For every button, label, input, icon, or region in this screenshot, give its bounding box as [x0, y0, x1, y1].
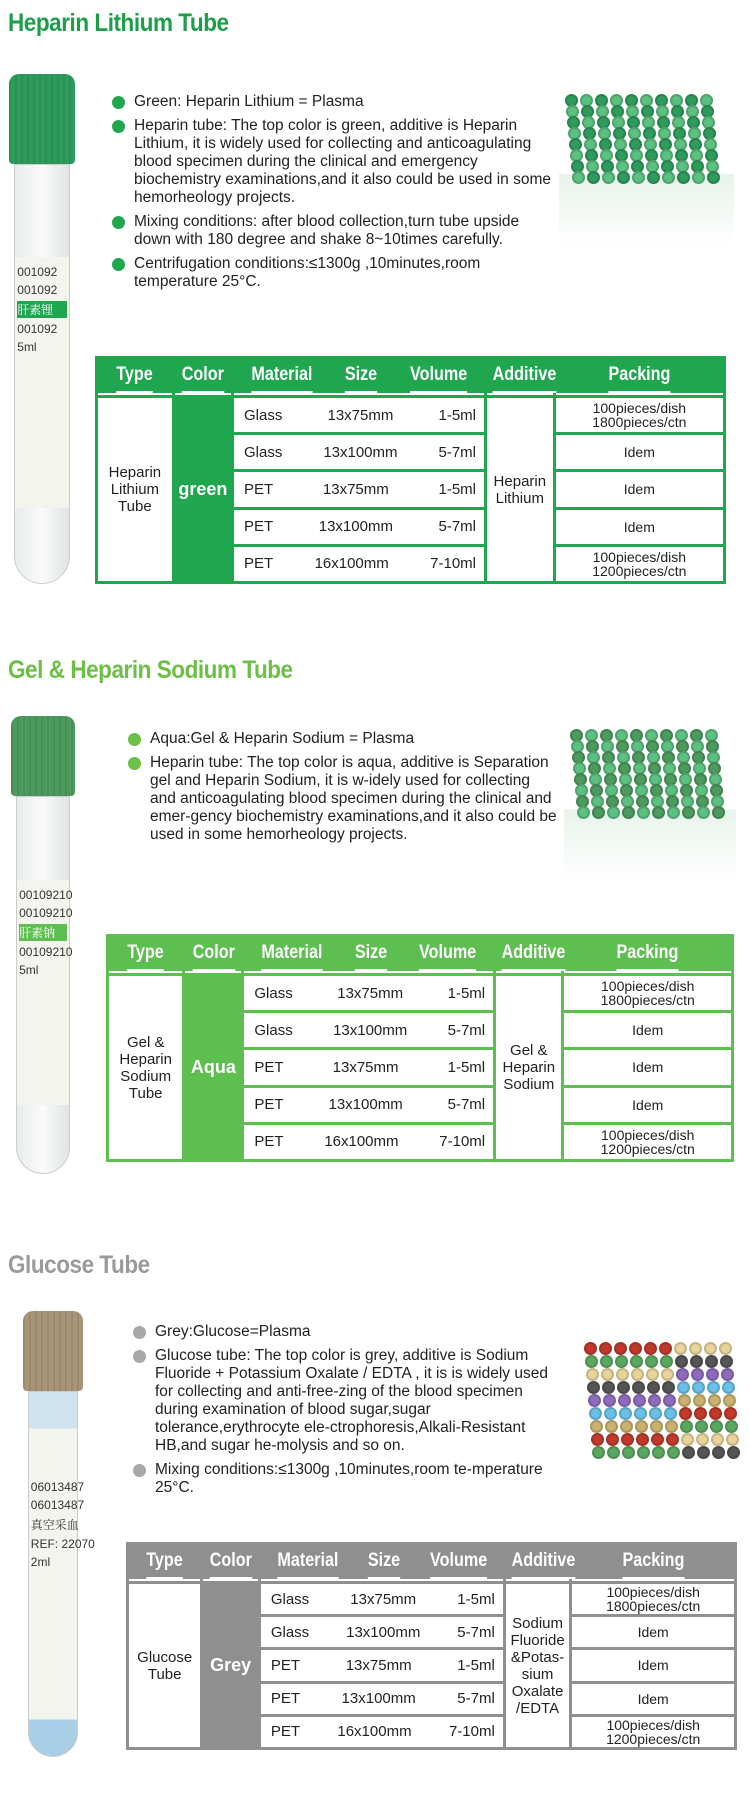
- material-value: Glass: [244, 443, 283, 461]
- bullet-item: [133, 1323, 563, 1341]
- packing-text: 100pieces/dish: [592, 548, 687, 565]
- size-value: 16x100mm: [314, 555, 389, 573]
- table-row: [244, 1013, 493, 1047]
- header-volume: Volume: [419, 937, 476, 971]
- tube-label-text: 001092: [17, 321, 58, 336]
- material-value: Glass: [244, 406, 283, 424]
- packing-text: Idem: [623, 444, 655, 461]
- size-value: 13x75mm: [322, 480, 389, 498]
- table-header: [234, 359, 484, 395]
- material-value: Glass: [270, 1590, 310, 1608]
- bullet-text: Grey:Glucose=Plasma: [155, 1323, 311, 1340]
- material-value: PET: [244, 480, 274, 498]
- material-value: PET: [244, 518, 274, 536]
- tube-label-text: 00109210: [19, 905, 73, 920]
- table-header: [572, 1545, 734, 1581]
- tube-body: [14, 164, 69, 584]
- size-value: 16x100mm: [337, 1723, 412, 1741]
- tube-illustration: [23, 1311, 95, 1757]
- packing-cell: [572, 1684, 734, 1714]
- packing-cell: [572, 1617, 734, 1647]
- header-packing: Packing: [617, 937, 679, 971]
- packing-cell: [556, 472, 723, 506]
- packing-text: 100pieces/dish: [606, 1716, 700, 1733]
- table-row: [244, 1125, 493, 1159]
- tube-label-text: 06013487: [30, 1480, 85, 1495]
- table-row: [234, 398, 484, 432]
- table-header: [506, 1545, 576, 1581]
- volume-value: 1-5ml: [447, 984, 486, 1002]
- packing-text: 1800pieces/ctn: [600, 992, 695, 1009]
- header-material: Material: [252, 359, 313, 393]
- table-header: [109, 937, 182, 973]
- bullet-list: [128, 730, 558, 850]
- material-value: Glass: [270, 1623, 310, 1641]
- table-header: [487, 359, 557, 395]
- bullet-text: Aqua:Gel & Heparin Sodium = Plasma: [150, 730, 415, 747]
- spec-table: [106, 934, 734, 1162]
- tube-label-text: 2ml: [30, 1555, 51, 1570]
- packing-text: Idem: [623, 481, 655, 498]
- size-value: 13x100mm: [333, 1021, 408, 1039]
- header-material: Material: [277, 1545, 338, 1579]
- volume-value: 5-7ml: [447, 1021, 486, 1039]
- bullet-text: Heparin tube: The top color is aqua, additive is Separation gel and Heparin Sodium, it is w-idely used for collecting and anticoagulating blood specimen during the clinical and emer-gency biochemistry examinations,and it also could be used in some hemorheology projects.: [150, 754, 557, 843]
- bullet-item: [128, 730, 558, 748]
- bullet-dot-icon: [112, 216, 125, 229]
- table-row: [234, 435, 484, 469]
- bullet-text: Mixing conditions: after blood collection,turn tube upside down with 180 degree and shake 8~10times carefully.: [134, 213, 520, 248]
- tube-label-text: 5ml: [19, 962, 39, 977]
- tube-illustration: [9, 74, 75, 584]
- table-row: [234, 472, 484, 506]
- bullet-dot-icon: [133, 1464, 146, 1477]
- volume-value: 5-7ml: [447, 1096, 486, 1114]
- packing-cell: [564, 1125, 731, 1159]
- tube-label-text: 001092: [17, 264, 58, 279]
- header-size: Size: [355, 937, 387, 971]
- bullet-list: [112, 93, 552, 297]
- size-value: 13x100mm: [346, 1623, 421, 1641]
- volume-value: 1-5ml: [438, 406, 476, 424]
- color-cell: green: [175, 398, 231, 581]
- header-volume: Volume: [410, 359, 467, 393]
- additive-cell: Gel & Heparin Sodium: [496, 976, 561, 1159]
- volume-value: 1-5ml: [457, 1656, 495, 1674]
- bullet-dot-icon: [133, 1350, 146, 1363]
- packing-text: 100pieces/dish: [592, 400, 687, 417]
- bullet-text: Glucose tube: The top color is grey, additive is Sodium Fluoride + Potassium Oxalate / EDTA , it is is widely used for collecting and anti-free-zing of the blood specimen during examination of blood sugar,sugar tolerance,erythrocyte ele-ctrophoresis,Alkali-Resistant HB,and sugar he-molysis and so on.: [155, 1347, 548, 1454]
- packing-text: Idem: [632, 1096, 664, 1113]
- header-packing: Packing: [622, 1545, 684, 1579]
- volume-value: 5-7ml: [457, 1623, 495, 1641]
- table-header: [564, 937, 731, 973]
- packing-text: 1200pieces/ctn: [600, 1140, 695, 1157]
- additive-cell: Heparin Lithium: [487, 398, 553, 581]
- bullet-dot-icon: [128, 757, 141, 770]
- volume-value: 7-10ml: [430, 555, 476, 573]
- table-row: [244, 976, 493, 1010]
- material-value: PET: [270, 1690, 300, 1708]
- table-header: [203, 1545, 257, 1581]
- section-title: Gel & Heparin Sodium Tube: [8, 656, 293, 684]
- spec-table: [95, 356, 726, 584]
- packing-cell: [556, 398, 723, 432]
- type-cell: Gel & Heparin Sodium Tube: [109, 976, 182, 1159]
- material-value: Glass: [254, 984, 293, 1002]
- packing-cell: [556, 510, 723, 544]
- header-type: Type: [117, 359, 153, 393]
- packing-text: 100pieces/dish: [601, 1126, 695, 1143]
- packing-text: 1200pieces/ctn: [592, 562, 687, 579]
- bullet-list: [133, 1323, 563, 1503]
- tube-label-text: 00109210: [19, 944, 73, 959]
- bullet-dot-icon: [112, 96, 125, 109]
- additive-cell: Sodium Fluoride &Potas-sium Oxalate /EDTA: [506, 1584, 570, 1747]
- header-additive: Additive: [511, 1545, 575, 1579]
- tube-illustration: [11, 716, 75, 1174]
- bullet-item: [112, 117, 552, 207]
- type-cell: Glucose Tube: [129, 1584, 200, 1747]
- header-packing: Packing: [608, 359, 670, 393]
- packing-text: Idem: [637, 1624, 669, 1641]
- tube-label: [29, 1472, 95, 1690]
- material-value: PET: [254, 1058, 284, 1076]
- packing-cell: [564, 1013, 731, 1047]
- volume-value: 5-7ml: [438, 443, 476, 461]
- tube-cap: [11, 716, 75, 796]
- table-row: [261, 1684, 503, 1714]
- bullet-item: [112, 255, 552, 291]
- section-title: Glucose Tube: [8, 1251, 150, 1279]
- table-row: [261, 1584, 503, 1614]
- tube-label-text: 06013487: [30, 1498, 85, 1513]
- size-value: 13x75mm: [332, 1058, 399, 1076]
- packing-text: 1800pieces/ctn: [606, 1598, 701, 1615]
- material-value: Glass: [254, 1021, 293, 1039]
- tube-label-text: 真空采血: [30, 1518, 79, 1533]
- table-header: [244, 937, 493, 973]
- packing-cell: [556, 435, 723, 469]
- tube-label: [15, 257, 68, 508]
- header-color: Color: [192, 937, 234, 971]
- bullet-dot-icon: [112, 120, 125, 133]
- packing-cell: [572, 1584, 734, 1614]
- header-additive: Additive: [493, 359, 557, 393]
- tube-label-text: 00109210: [19, 887, 73, 902]
- size-value: 13x100mm: [341, 1690, 416, 1708]
- bullet-dot-icon: [128, 733, 141, 746]
- header-type: Type: [127, 937, 163, 971]
- tube-body: [16, 796, 73, 1174]
- header-volume: Volume: [430, 1545, 487, 1579]
- table-header: [556, 359, 723, 395]
- table-row: [261, 1650, 503, 1680]
- header-additive: Additive: [502, 937, 566, 971]
- section-title: Heparin Lithium Tube: [8, 9, 229, 37]
- table-row: [244, 1088, 493, 1122]
- volume-value: 1-5ml: [438, 480, 476, 498]
- material-value: PET: [254, 1096, 284, 1114]
- packing-text: Idem: [632, 1022, 664, 1039]
- header-size: Size: [368, 1545, 400, 1579]
- size-value: 13x75mm: [337, 984, 404, 1002]
- header-color: Color: [182, 359, 224, 393]
- size-value: 13x100mm: [318, 518, 393, 536]
- tube-body: [28, 1391, 95, 1757]
- material-value: PET: [270, 1723, 300, 1741]
- packing-text: Idem: [632, 1059, 664, 1076]
- packing-cell: [564, 1088, 731, 1122]
- color-cell: Aqua: [185, 976, 241, 1159]
- bullet-text: Mixing conditions:≤1300g ,10minutes,room te-mperature 25°C.: [155, 1461, 543, 1496]
- bullet-dot-icon: [133, 1326, 146, 1339]
- packing-text: Idem: [623, 518, 655, 535]
- volume-value: 5-7ml: [457, 1690, 495, 1708]
- tube-label-text: REF: 22070: [30, 1537, 95, 1552]
- table-row: [261, 1617, 503, 1647]
- packing-text: Idem: [637, 1657, 669, 1674]
- tube-label: [17, 880, 73, 1106]
- size-value: 13x75mm: [350, 1590, 417, 1608]
- bullet-item: [133, 1347, 563, 1455]
- header-type: Type: [146, 1545, 182, 1579]
- packing-cell: [564, 1050, 731, 1084]
- header-color: Color: [210, 1545, 252, 1579]
- tube-label-text: 肝素钠: [19, 924, 67, 941]
- table-header: [185, 937, 241, 973]
- bullet-item: [128, 754, 558, 844]
- table-row: [244, 1050, 493, 1084]
- volume-value: 7-10ml: [448, 1723, 495, 1741]
- tube-label-text: 肝素锂: [17, 301, 66, 318]
- size-value: 13x75mm: [327, 406, 394, 424]
- packing-text: 1200pieces/ctn: [606, 1730, 701, 1747]
- product-rack-image: [559, 86, 734, 246]
- packing-cell: [564, 976, 731, 1010]
- bullet-text: Centrifugation conditions:≤1300g ,10minutes,room temperature 25°C.: [134, 255, 481, 290]
- packing-text: Idem: [637, 1690, 669, 1707]
- type-cell: Heparin Lithium Tube: [98, 398, 172, 581]
- size-value: 13x100mm: [323, 443, 398, 461]
- table-row: [234, 510, 484, 544]
- tube-label-text: 5ml: [17, 339, 37, 354]
- bullet-text: Green: Heparin Lithium = Plasma: [134, 93, 364, 110]
- volume-value: 7-10ml: [439, 1133, 486, 1151]
- packing-cell: [572, 1717, 734, 1747]
- bullet-item: [112, 93, 552, 111]
- volume-value: 5-7ml: [438, 518, 476, 536]
- packing-text: 100pieces/dish: [601, 978, 695, 995]
- spec-table: [126, 1542, 737, 1750]
- material-value: PET: [244, 555, 274, 573]
- product-rack-image: [578, 1334, 738, 1477]
- table-row: [261, 1717, 503, 1747]
- bullet-item: [112, 213, 552, 249]
- packing-text: 1800pieces/ctn: [592, 414, 687, 431]
- packing-cell: [572, 1650, 734, 1680]
- size-value: 13x100mm: [328, 1096, 403, 1114]
- material-value: PET: [254, 1133, 284, 1151]
- header-material: Material: [262, 937, 323, 971]
- size-value: 13x75mm: [345, 1656, 412, 1674]
- bullet-dot-icon: [112, 258, 125, 271]
- tube-cap: [9, 74, 75, 164]
- table-header: [496, 937, 566, 973]
- volume-value: 1-5ml: [447, 1058, 486, 1076]
- bullet-item: [133, 1461, 563, 1497]
- header-size: Size: [345, 359, 377, 393]
- packing-cell: [556, 547, 723, 581]
- table-header: [98, 359, 172, 395]
- table-header: [261, 1545, 503, 1581]
- size-value: 16x100mm: [324, 1133, 399, 1151]
- color-cell: Grey: [203, 1584, 257, 1747]
- material-value: PET: [270, 1656, 300, 1674]
- product-rack-image: [564, 721, 736, 882]
- table-row: [234, 547, 484, 581]
- tube-cap: [23, 1311, 83, 1391]
- volume-value: 1-5ml: [457, 1590, 495, 1608]
- packing-text: 100pieces/dish: [606, 1584, 700, 1601]
- table-header: [129, 1545, 200, 1581]
- tube-label-text: 001092: [17, 282, 58, 297]
- bullet-text: Heparin tube: The top color is green, additive is Heparin Lithium, it is widely used for collecting and anticoagulating blood specimen during the clinical and emergency biochemistry examinations,and it also could be used in some hemorheology projects.: [134, 117, 552, 206]
- table-header: [175, 359, 231, 395]
